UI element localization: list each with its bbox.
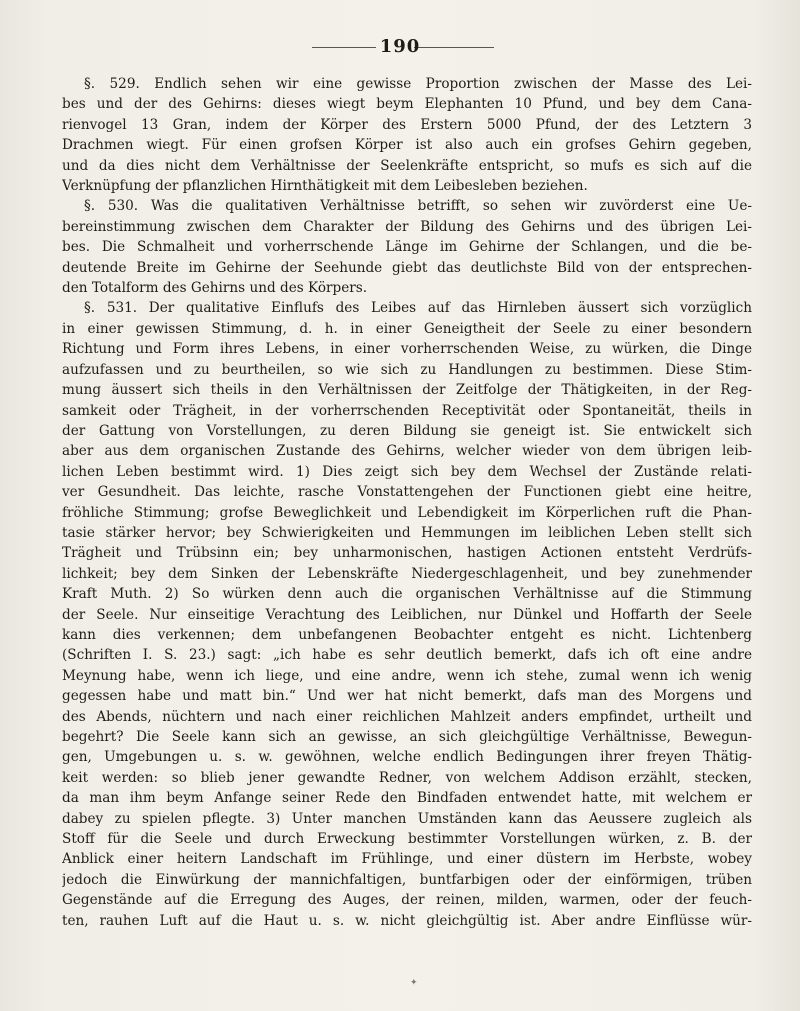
text-line: bes. Die Schmalheit und vorherrschende Länge im Gehirne der Schlangen, und die be- [62,239,752,256]
text-line: der Seele. Nur einseitige Verachtung des Leiblichen, nur Dünkel und Hoffarth der Seele [62,606,752,623]
text-line: lichen Leben bestimmt wird. 1) Dies zeigt sich bey dem Wechsel der Zustände relati- [62,463,752,480]
text-line: bes und der des Gehirns: dieses wiegt beym Elephanten 10 Pfund, und bey dem Cana- [62,96,752,113]
text-line: jedoch die Einwürkung der mannichfaltigen, buntfarbigen oder der einförmigen, trüben [62,871,752,888]
text-line: (Schriften I. S. 23.) sagt: „ich habe es sehr deutlich bemerkt, dafs ich oft eine andre [62,647,752,664]
text-line: Stoff für die Seele und durch Erweckung bestimmter Vorstellungen würken, z. B. der [62,831,752,848]
text-line: der Gattung von Vorstellungen, zu deren Bildung sie geneigt ist. Sie entwickelt sich [62,422,752,439]
text-line: aber aus dem organischen Zustande des Gehirns, welcher wieder von dem übrigen leib- [62,443,752,460]
text-line: samkeit oder Trägheit, in der vorherrschenden Receptivität oder Spontaneität, theils in [62,402,752,419]
text-line: in einer gewissen Stimmung, d. h. in einer Geneigtheit der Seele zu einer besondern [62,320,752,337]
text-line: gegessen habe und matt bin.“ Und wer hat nicht bemerkt, dafs man des Morgens und [62,688,752,705]
text-line: deutende Breite im Gehirne der Seehunde giebt das deutlichste Bild von der entsprechen- [62,259,752,276]
text-line: mung äussert sich theils in den Verhältnissen der Zeitfolge der Thätigkeiten, in der Reg- [62,382,752,399]
text-line: den Totalform des Gehirns und des Körpers. [62,280,368,297]
text-line: tasie stärker hervor; bey Schwierigkeiten und Hemmungen im leiblichen Leben stellt sich [62,524,752,541]
text-line: Richtung und Form ihres Lebens, in einer vorherrschenden Weise, zu würken, die Dinge [62,341,752,358]
text-line: Trägheit und Trübsinn ein; bey unharmonischen, hastigen Actionen entsteht Verdrüfs- [62,545,752,562]
text-line: des Abends, nüchtern und nach einer reichlichen Mahlzeit anders empfindet, urtheilt und [62,708,752,725]
text-line: fröhliche Stimmung; grofse Beweglichkeit und Lebendigkeit im Körperlichen ruft die Phan- [62,504,752,521]
text-line: ten, rauhen Luft auf die Haut u. s. w. nicht gleichgültig ist. Aber andre Einflüsse wür- [62,912,752,929]
text-line: Kraft Muth. 2) So würken denn auch die organischen Verhältnisse auf die Stimmung [62,586,752,603]
text-line: aufzufassen und zu beurtheilen, so wie sich zu Handlungen zu bestimmen. Diese Stim- [62,361,752,378]
text-line: Anblick einer heitern Landschaft im Frühlinge, und einer düstern im Herbste, wobey [62,851,752,868]
text-line: §. 531. Der qualitative Einflufs des Leibes auf das Hirnleben äussert sich vorzüglich [84,300,752,317]
text-line: §. 529. Endlich sehen wir eine gewisse Proportion zwischen der Masse des Lei- [84,76,752,92]
text-line: kann dies verkennen; dem unbefangenen Beobachter entgeht es nicht. Lichtenberg [62,626,752,643]
text-line: Gegenstände auf die Erregung des Auges, der reinen, milden, warmen, oder der feuch- [62,892,752,909]
text-line: bereinstimmung zwischen dem Charakter der Bildung des Gehirns und des übrigen Lei- [62,218,752,235]
page-number: 190 [379,36,421,57]
text-line: keit werden: so blieb jener gewandte Redner, von welchem Addison erzählt, stecken, [62,769,752,786]
text-line: rienvogel 13 Gran, indem der Körper des Erstern 5000 Pfund, der des Letztern 3 [62,116,752,133]
text-line: §. 530. Was die qualitativen Verhältnisse betrifft, so sehen wir zuvörderst eine Ue- [84,198,752,215]
body-text [62,74,752,931]
text-line: ver Gesundheit. Das leichte, rasche Vonstattengehen der Functionen giebt eine heitre, [62,484,752,501]
ink-speck: ✦ [410,978,418,988]
text-line: gen, Umgebungen u. s. w. gewöhnen, welche endlich Bedingungen ihrer freyen Thätig- [62,749,752,766]
text-line: da man ihm beym Anfange seiner Rede den Bindfaden entwendet hatte, mit welchem er [62,790,752,807]
text-line: Drachmen wiegt. Für einen grofsen Körper ist also auch ein grofses Gehirn gegeben, [62,137,752,154]
text-line: lichkeit; bey dem Sinken der Lebenskräfte Niedergeschlagenheit, und bey zunehmender [62,565,752,582]
text-line: und da dies nicht dem Verhältnisse der Seelenkräfte entspricht, so mufs es sich auf die [62,157,752,174]
text-line: begehrt? Die Seele kann sich an gewisse, an sich gleichgültige Verhältnisse, Bewegun- [62,729,752,745]
text-line: Meynung habe, wenn ich liege, und eine andre, wenn ich stehe, zumal wenn ich wenig [62,667,752,684]
text-line: dabey zu spielen pflegte. 3) Unter manchen Umständen kann das Aeussere zugleich als [62,810,752,827]
text-line: Verknüpfung der pflanzlichen Hirnthätigkeit mit dem Leibesleben beziehen. [62,178,588,195]
